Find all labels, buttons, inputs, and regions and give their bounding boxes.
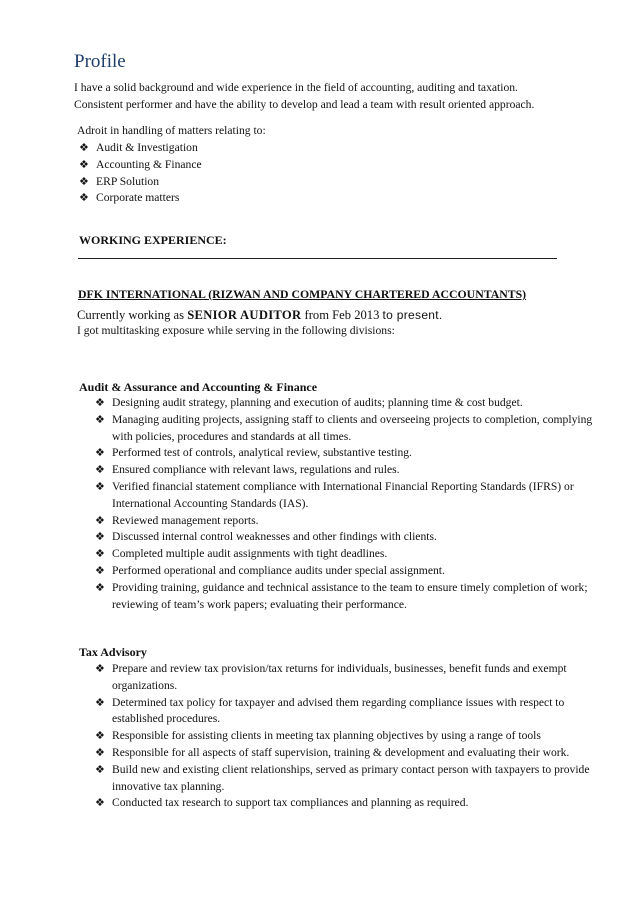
- section-divider: [78, 258, 557, 259]
- job-title: SENIOR AUDITOR: [187, 308, 302, 322]
- list-item: ❖ ERP Solution: [63, 174, 202, 191]
- adroit-intro: Adroit in handling of matters relating to:: [77, 124, 266, 137]
- bullet-icon: ❖: [95, 396, 105, 409]
- list-item-continuation: innovative tax planning.: [112, 779, 225, 793]
- list-item: ❖ Performed operational and compliance audits under special assignment.: [79, 563, 592, 580]
- bullet-icon: ❖: [95, 563, 105, 577]
- bullet-icon: ❖: [79, 141, 89, 154]
- bullet-icon: ❖: [95, 762, 105, 776]
- bullet-icon: ❖: [95, 547, 105, 561]
- tax-list: [79, 661, 589, 812]
- profile-line-2: Consistent performer and have the ability to develop and lead a team with result oriented approach.: [74, 98, 535, 111]
- skills-list: [63, 140, 202, 207]
- bullet-icon: ❖: [95, 580, 105, 594]
- bullet-icon: ❖: [95, 446, 105, 460]
- bullet-icon: ❖: [95, 729, 105, 743]
- bullet-icon: ❖: [95, 745, 105, 759]
- bullet-icon: ❖: [79, 157, 89, 171]
- audit-list: [79, 395, 592, 613]
- list-item: ❖ Performed test of controls, analytical review, substantive testing.: [79, 445, 592, 462]
- bullet-icon: ❖: [95, 695, 105, 709]
- bullet-icon: ❖: [95, 463, 105, 477]
- list-item: ❖ Managing auditing projects, assigning staff to clients and overseeing projects to completion, complying: [79, 412, 592, 429]
- list-item: ❖ Discussed internal control weaknesses and other findings with clients.: [79, 529, 592, 546]
- bullet-icon: ❖: [95, 796, 105, 810]
- list-item: ❖ Audit & Investigation: [63, 140, 202, 157]
- working-experience-heading: WORKING EXPERIENCE:: [79, 233, 227, 247]
- bullet-icon: ❖: [79, 174, 89, 188]
- list-item-continuation: established procedures.: [112, 712, 221, 726]
- list-item: ❖ Completed multiple audit assignments with tight deadlines.: [79, 546, 592, 563]
- bullet-icon: ❖: [95, 513, 105, 527]
- list-item: ❖ Providing training, guidance and technical assistance to the team to ensure timely completion of work;: [79, 580, 592, 597]
- list-item: ❖ Build new and existing client relationships, served as primary contact person with taxpayers to provide: [79, 762, 589, 779]
- list-item-continuation: organizations.: [112, 678, 178, 692]
- audit-heading: Audit & Assurance and Accounting & Finance: [79, 380, 318, 394]
- bullet-icon: ❖: [95, 530, 105, 544]
- current-position: Currently working as SENIOR AUDITOR from Feb 2013 to present.: [77, 308, 443, 322]
- profile-line-1: I have a solid background and wide experience in the field of accounting, auditing and taxation.: [74, 81, 518, 94]
- bullet-icon: ❖: [95, 662, 105, 675]
- list-item: ❖ Prepare and review tax provision/tax returns for individuals, businesses, benefit funds and exempt: [79, 661, 589, 678]
- list-item: ❖ Verified financial statement compliance with International Financial Reporting Standards (IFRS) or: [79, 479, 592, 496]
- bullet-icon: ❖: [95, 479, 105, 493]
- list-item: ❖ Determined tax policy for taxpayer and advised them regarding compliance issues with respect to: [79, 695, 589, 712]
- bullet-icon: ❖: [95, 412, 105, 426]
- list-item: ❖ Responsible for all aspects of staff supervision, training & development and evaluating their work.: [79, 745, 589, 762]
- list-item-continuation: with policies, procedures and standards at all times.: [112, 429, 352, 443]
- bullet-icon: ❖: [79, 191, 89, 205]
- list-item: ❖ Responsible for assisting clients in meeting tax planning objectives by using a range of tools: [79, 728, 589, 745]
- list-item: ❖ Accounting & Finance: [63, 157, 202, 174]
- list-item: ❖ Corporate matters: [63, 190, 202, 207]
- list-item: ❖ Reviewed management reports.: [79, 513, 592, 530]
- list-item: ❖ Ensured compliance with relevant laws, regulations and rules.: [79, 462, 592, 479]
- exposure-line: I got multitasking exposure while serving in the following divisions:: [77, 324, 395, 337]
- list-item-continuation: reviewing of team’s work papers; evaluating their performance.: [112, 597, 407, 611]
- firm-name: DFK INTERNATIONAL (RIZWAN AND COMPANY CHARTERED ACCOUNTANTS): [78, 287, 527, 301]
- tax-heading: Tax Advisory: [79, 645, 147, 659]
- list-item: ❖ Conducted tax research to support tax compliances and planning as required.: [79, 795, 589, 812]
- list-item: ❖ Designing audit strategy, planning and execution of audits; planning time & cost budget.: [79, 395, 592, 412]
- profile-title: Profile: [74, 51, 126, 72]
- list-item-continuation: International Accounting Standards (IAS).: [112, 496, 309, 510]
